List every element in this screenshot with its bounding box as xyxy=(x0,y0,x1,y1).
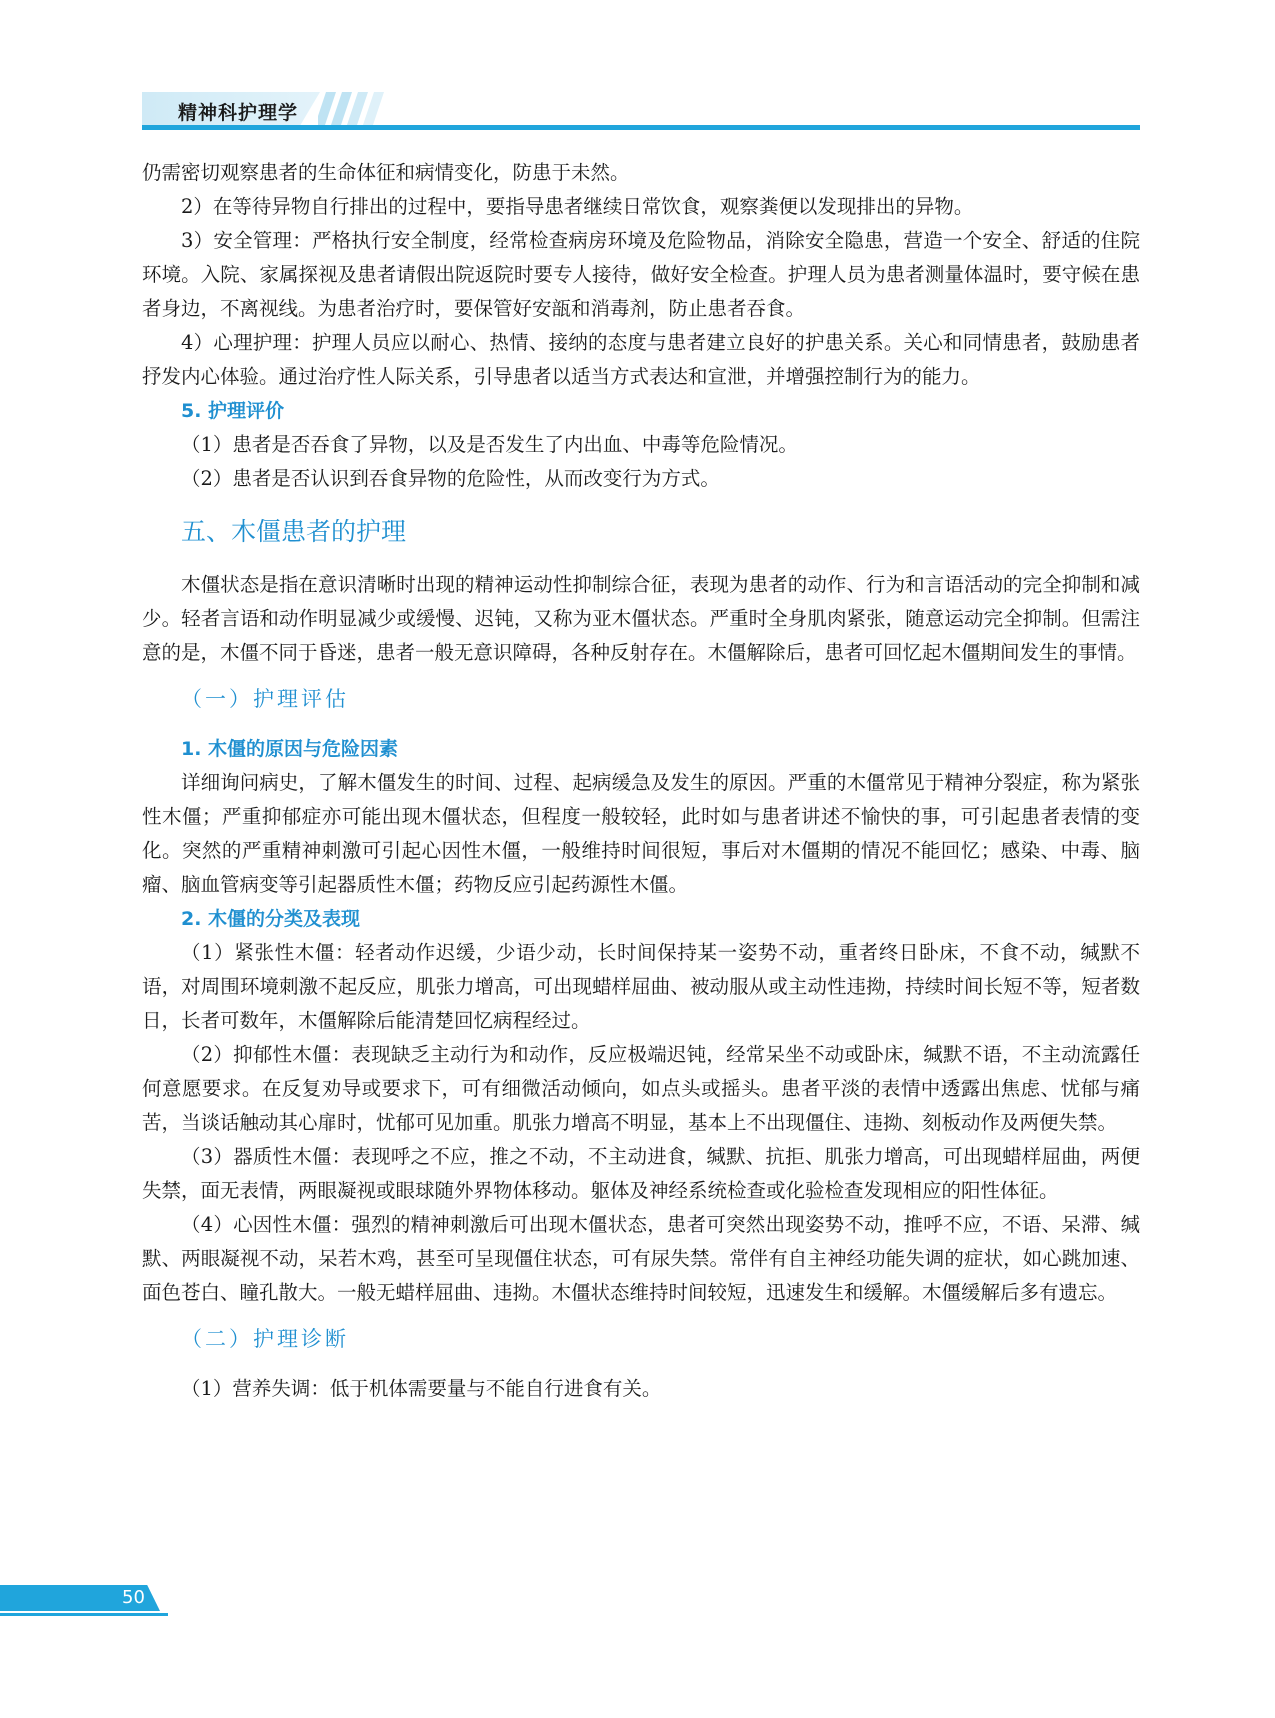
page-body xyxy=(142,156,1140,1406)
heading-nursing-evaluation: 5. 护理评价 xyxy=(181,400,285,422)
section-title: 五、木僵患者的护理 xyxy=(181,517,407,546)
page-number: 50 xyxy=(122,1587,145,1608)
list-item: （1）患者是否吞食了异物，以及是否发生了内出血、中毒等危险情况。 xyxy=(181,433,798,456)
page-footer xyxy=(0,1585,175,1619)
subsection-title-diagnosis: （二）护理诊断 xyxy=(181,1327,349,1351)
paragraph: 木僵状态是指在意识清晰时出现的精神运动性抑制综合征，表现为患者的动作、行为和言语活动的完全抑制和减少。轻者言语和动作明显减少或缓慢、迟钝，又称为亚木僵状态。严重时全身肌肉紧张，随意运动完全抑制。但需注意的是，木僵不同于昏迷，患者一般无意识障碍，各种反射存在。木僵解除后，患者可回忆起木僵期间发生的事情。 xyxy=(142,573,1140,664)
header-stripes-decoration xyxy=(318,92,388,128)
heading-classification: 2. 木僵的分类及表现 xyxy=(181,908,361,930)
paragraph: 详细询问病史，了解木僵发生的时间、过程、起病缓急及发生的原因。严重的木僵常见于精神分裂症，称为紧张性木僵；严重抑郁症亦可能出现木僵状态，但程度一般较轻，此时如与患者讲述不愉快的事，可引起患者表情的变化。突然的严重精神刺激可引起心因性木僵，一般维持时间很短，事后对木僵期的情况不能回忆；感染、中毒、脑瘤、脑血管病变等引起器质性木僵；药物反应引起药源性木僵。 xyxy=(142,771,1140,896)
header-rule xyxy=(142,125,1140,130)
list-item: （4）心因性木僵：强烈的精神刺激后可出现木僵状态，患者可突然出现姿势不动，推呼不应，不语、呆滞、缄默、两眼凝视不动，呆若木鸡，甚至可呈现僵住状态，可有尿失禁。常伴有自主神经功能失调的症状，如心跳加速、面色苍白、瞳孔散大。一般无蜡样屈曲、违拗。木僵状态维持时间较短，迅速发生和缓解。木僵缓解后多有遗忘。 xyxy=(142,1213,1140,1304)
paragraph: 仍需密切观察患者的生命体征和病情变化，防患于未然。 xyxy=(142,161,630,184)
footer-rule xyxy=(0,1613,168,1616)
list-item: （2）患者是否认识到吞食异物的危险性，从而改变行为方式。 xyxy=(181,467,720,490)
book-title: 精神科护理学 xyxy=(178,102,299,124)
list-item: （1）营养失调：低于机体需要量与不能自行进食有关。 xyxy=(181,1377,662,1400)
subsection-title-assessment: （一）护理评估 xyxy=(181,687,349,711)
list-item: （2）抑郁性木僵：表现缺乏主动行为和动作，反应极端迟钝，经常呆坐不动或卧床，缄默不语，不主动流露任何意愿要求。在反复劝导或要求下，可有细微活动倾向，如点头或摇头。患者平淡的表情中透露出焦虑、忧郁与痛苦，当谈话触动其心扉时，忧郁可见加重。肌张力增高不明显，基本上不出现僵住、违拗、刻板动作及两便失禁。 xyxy=(142,1043,1140,1134)
paragraph: 2）在等待异物自行排出的过程中，要指导患者继续日常饮食，观察粪便以发现排出的异物。 xyxy=(181,195,974,218)
paragraph: 4）心理护理：护理人员应以耐心、热情、接纳的态度与患者建立良好的护患关系。关心和同情患者，鼓励患者抒发内心体验。通过治疗性人际关系，引导患者以适当方式表达和宣泄，并增强控制行为的能力。 xyxy=(142,331,1140,388)
list-item: （3）器质性木僵：表现呼之不应，推之不动，不主动进食，缄默、抗拒、肌张力增高，可出现蜡样屈曲，两便失禁，面无表情，两眼凝视或眼球随外界物体移动。躯体及神经系统检查或化验检查发现相应的阳性体征。 xyxy=(142,1145,1140,1202)
paragraph: 3）安全管理：严格执行安全制度，经常检查病房环境及危险物品，消除安全隐患，营造一个安全、舒适的住院环境。入院、家属探视及患者请假出院返院时要专人接待，做好安全检查。护理人员为患者测量体温时，要守候在患者身边，不离视线。为患者治疗时，要保管好安瓿和消毒剂，防止患者吞食。 xyxy=(142,229,1140,320)
running-header xyxy=(142,92,1140,130)
heading-causes: 1. 木僵的原因与危险因素 xyxy=(181,738,399,760)
list-item: （1）紧张性木僵：轻者动作迟缓，少语少动，长时间保持某一姿势不动，重者终日卧床，不食不动，缄默不语，对周围环境刺激不起反应，肌张力增高，可出现蜡样屈曲、被动服从或主动性违拗，持续时间长短不等，短者数日，长者可数年，木僵解除后能清楚回忆病程经过。 xyxy=(142,941,1140,1032)
